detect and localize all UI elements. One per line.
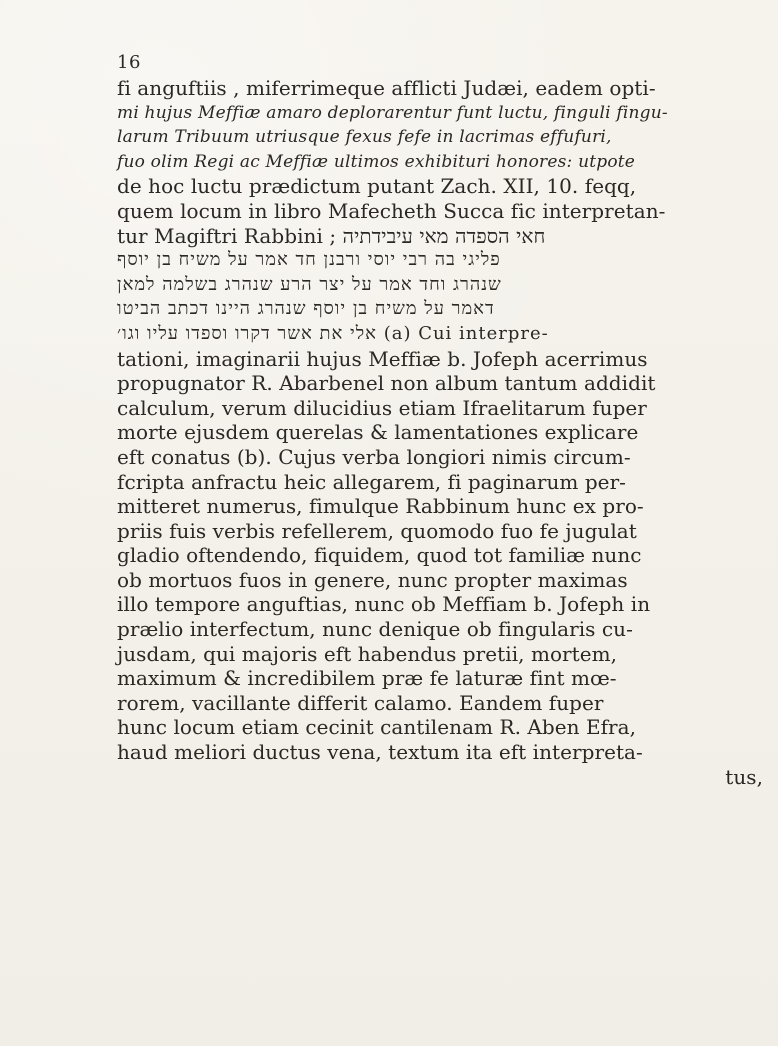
hebrew-text-line: דאמר על משיח בן יוסף שנהרג היינו דכתב הביטו	[117, 298, 495, 320]
page-number: 16	[117, 52, 141, 73]
text-line: maximum & incredibilem præ fe laturæ fint mœ-	[117, 666, 617, 691]
catchword-line: tus,	[725, 764, 763, 789]
text-line: prælio interfectum, nunc denique ob fingularis cu-	[117, 617, 633, 642]
text-line: gladio oftendendo, fiquidem, quod tot familiæ nunc	[117, 543, 642, 568]
text-line: tur Magiftri Rabbini ; חאי הספדה מאי עיבידתיה	[117, 223, 546, 248]
text-line: propugnator R. Abarbenel non album tantum addidit	[117, 371, 656, 396]
text-line: eft conatus (b). Cujus verba longiori nimis circum-	[117, 444, 631, 469]
hebrew-text-line: פליגי בה רבי יוסי ורבנן חד אמר על משיח בן יוסף	[117, 249, 501, 271]
text-line: fuo olim Regi ac Meffiæ ultimos exhibituri honores: utpote	[117, 151, 636, 172]
text-line: larum Tribuum utriusque fexus fefe in lacrimas effufuri,	[117, 127, 612, 148]
text-line: mi hujus Meffiæ amaro deplorarentur funt luctu, finguli fingu-	[117, 102, 668, 123]
text-line: fcripta anfractu heic allegarem, fi paginarum per-	[117, 469, 626, 494]
text-line: haud meliori ductus vena, textum ita eft interpreta-	[117, 740, 643, 765]
text-line: priis fuis verbis refellerem, quomodo fuo fe jugulat	[117, 518, 637, 543]
text-line: ob mortuos fuos in genere, nunc propter maximas	[117, 567, 628, 592]
main-text-block	[117, 76, 767, 789]
text-line: hunc locum etiam cecinit cantilenam R. Aben Efra,	[117, 715, 637, 740]
text-line: tationi, imaginarii hujus Meffiæ b. Jofeph acerrimus	[117, 346, 648, 371]
text-line: fi anguftiis , miferrimeque afflicti Judæi, eadem opti-	[117, 76, 656, 100]
text-line: morte ejusdem querelas & lamentationes explicare	[117, 420, 639, 445]
hebrew-text-line: אלי את אשר דקרו וספדו עליו וגו׳ (a) Cui interpre-	[117, 322, 549, 344]
text-line: calculum, verum dilucidius etiam Ifraelitarum fuper	[117, 395, 647, 420]
text-line: rorem, vacillante differit calamo. Eandem fuper	[117, 690, 604, 715]
text-line: mitteret numerus, fimulque Rabbinum hunc ex pro-	[117, 494, 644, 519]
hebrew-text-line: שנהרג וחד אמר על יצר הרע שנהרג בשלמה למאן	[117, 273, 502, 295]
text-line: illo tempore anguftias, nunc ob Meffiam b. Jofeph in	[117, 592, 651, 617]
text-line: quem locum in libro Mafecheth Succa fic interpretan-	[117, 198, 666, 223]
text-line: jusdam, qui majoris eft habendus pretii, mortem,	[117, 641, 618, 666]
text-line: de hoc luctu prædictum putant Zach. XII, 10. feqq,	[117, 174, 637, 199]
